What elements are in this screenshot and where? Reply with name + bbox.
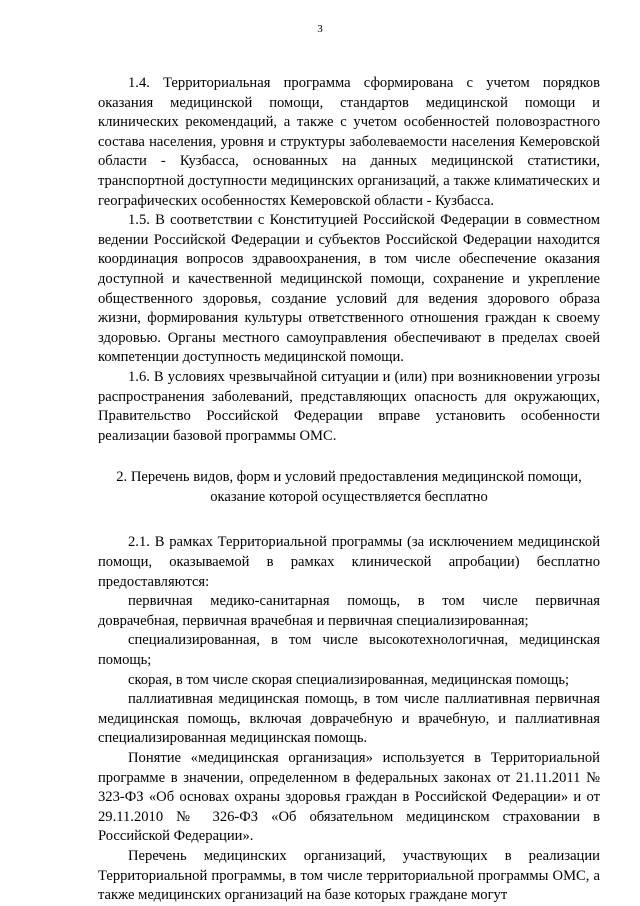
list-item-emergency-care: скорая, в том числе скорая специализированная, медицинская помощь; bbox=[128, 671, 570, 688]
section-heading-line-1: 2. Перечень видов, форм и условий предоставления медицинской помощи, bbox=[116, 469, 582, 486]
document-body bbox=[98, 74, 600, 906]
paragraph-medical-organizations-list: Перечень медицинских организаций, участвующих в реализации Территориальной программы, в том числе территориальной программы ОМС, а также медицинских организаций на базе которых граждане могут bbox=[98, 847, 600, 904]
paragraph-2-1: 2.1. В рамках Территориальной программы (за исключением медицинской помощи, оказываемой в рамках клинической апробации) бесплатно предоставляются: bbox=[98, 534, 600, 590]
list-item-primary-care: первичная медико-санитарная помощь, в том числе первичная доврачебная, первичная врачебная и первичная специализированная; bbox=[98, 593, 600, 629]
section-heading bbox=[98, 468, 600, 507]
paragraph-1-6: 1.6. В условиях чрезвычайной ситуации и (или) при возникновении угрозы распространения заболеваний, представляющих опасность для окружающих, Правительство Российской Федерации вправе установить особенности реализации базовой программы ОМС. bbox=[98, 368, 600, 444]
paragraph-1-5: 1.5. В соответствии с Конституцией Российской Федерации в совместном ведении Российской Федерации и субъектов Российской Федерации находится координация вопросов здравоохранения, в том числе обеспечение оказания доступной и качественной медицинской помощи, сохранение и укрепление общественного здоровья, создание условий для ведения здорового образа жизни, формирования культуры ответственного отношения граждан к своему здоровью. Органы местного самоуправления обеспечивают в пределах своей компетенции доступность медицинской помощи. bbox=[98, 212, 600, 366]
list-item-palliative-care: паллиативная медицинская помощь, в том числе паллиативная первичная медицинская помощь, включая доврачебную и врачебную, и паллиативная специализированная медицинская помощь. bbox=[98, 691, 600, 747]
section-heading-line-2: оказание которой осуществляется бесплатно bbox=[210, 488, 488, 505]
list-item-specialized-care: специализированная, в том числе высокотехнологичная, медицинская помощь; bbox=[98, 632, 600, 669]
paragraph-1-4: 1.4. Территориальная программа сформирована с учетом порядков оказания медицинской помощи, стандартов медицинской помощи и клинических рекомендаций, а также с учетом особенностей половозрастного состава населения, уровня и структуры заболеваемости населения Кемеровской области - Кузбасса, основанных на данных медицинской статистики, транспортной доступности медицинских организаций, а также климатических и географических особенностях Кемеровской области - Кузбасса. bbox=[98, 75, 600, 209]
page-number: 3 bbox=[317, 23, 323, 35]
paragraph-medical-organization-definition: Понятие «медицинская организация» используется в Территориальной программе в значении, определенном в федеральных законах от 21.11.2011 № 323-ФЗ «Об основах охраны здоровья граждан в Российской Федерации» и от 29.11.2010 № 326-ФЗ «Об обязательном медицинском страховании в Российской Федерации». bbox=[98, 750, 600, 845]
